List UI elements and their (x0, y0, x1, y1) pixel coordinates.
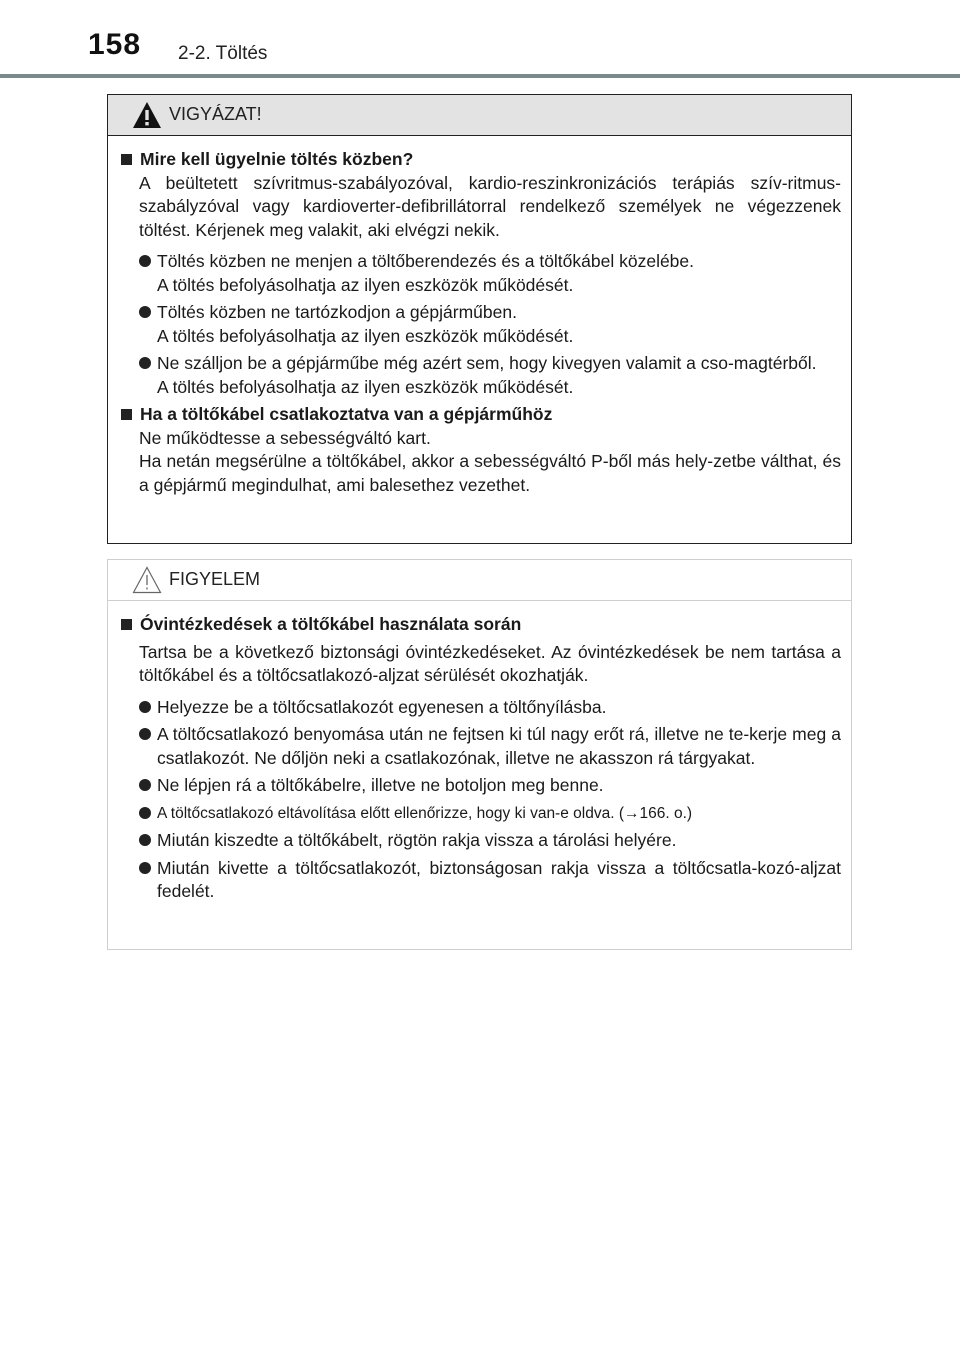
square-bullet-icon (121, 409, 132, 420)
bullet-item: A töltőcsatlakozó benyomása után ne fejtsen ki túl nagy erőt rá, illetve ne te-kerje meg a csatlakozót. Ne dőljön neki a csatlakozónak, illetve ne akasszon rá tárgyakat. (139, 723, 841, 770)
bullet-item: Helyezze be a töltőcsatlakozót egyenesen a töltőnyílásba. (139, 696, 841, 720)
bullet-dot-icon (139, 834, 151, 846)
warning-section-heading: Ha a töltőkábel csatlakoztatva van a gépjárműhöz (118, 403, 841, 427)
bullet-dot-icon (139, 862, 151, 874)
section-title: 2-2. Töltés (178, 43, 268, 64)
page-number: 158 (88, 28, 142, 61)
caution-triangle-icon (132, 566, 162, 594)
square-bullet-icon (121, 619, 132, 630)
bullet-item: Ne szálljon be a gépjárműbe még azért sem, hogy kivegyen valamit a cso-magtérből. A töltés befolyásolhatja az ilyen eszközök működését. (139, 352, 841, 399)
warning-triangle-icon (132, 101, 162, 129)
bullet-item: Ne lépjen rá a töltőkábelre, illetve ne botoljon meg benne. (139, 774, 841, 798)
warning-title: VIGYÁZAT! (169, 104, 262, 124)
warning-section-text: A beültetett szívritmus-szabályozóval, kardio-reszinkronizációs terápiás szív-ritmus-szabályzóval vagy kardioverter-defibrillátorral rendelkező személyek ne végezzenek töltést. Kérjenek meg valakit, aki elvégzi nekik. (139, 172, 841, 240)
bullet-dot-icon (139, 701, 151, 713)
page-header (0, 0, 960, 80)
caution-box (107, 559, 852, 950)
bullet-dot-icon (139, 357, 151, 369)
warning-section-heading: Mire kell ügyelnie töltés közben? (118, 148, 841, 172)
header-rule (0, 74, 960, 78)
warning-box (107, 94, 852, 544)
bullet-item: Miután kivette a töltőcsatlakozót, biztonságosan rakja vissza a töltőcsatla-kozó-aljzat fedelét. (139, 857, 841, 904)
bullet-dot-icon (139, 728, 151, 740)
warning-content (108, 136, 851, 497)
caution-box-header (108, 560, 851, 601)
caution-section-text: Tartsa be a következő biztonsági óvintézkedéseket. Az óvintézkedések be nem tartása a töltőkábel és a töltőcsatlakozó-aljzat sérülését okozhatják. (139, 641, 841, 685)
caution-content (108, 601, 851, 904)
bullet-item: A töltőcsatlakozó eltávolítása előtt ellenőrizze, hogy ki van-e oldva. (→166. o.) (139, 802, 841, 826)
bullet-item: Miután kiszedte a töltőkábelt, rögtön rakja vissza a tárolási helyére. (139, 829, 841, 853)
bullet-item: Töltés közben ne tartózkodjon a gépjárműben. A töltés befolyásolhatja az ilyen eszközök működését. (139, 301, 841, 348)
warning-section-text: Ne működtesse a sebességváltó kart. Ha netán megsérülne a töltőkábel, akkor a sebességváltó P-ből más hely-zetbe válthat, és a gépjármű megindulhat, ami balesethez vezethet. (139, 427, 841, 495)
caution-title: FIGYELEM (169, 569, 261, 589)
bullet-dot-icon (139, 255, 151, 267)
square-bullet-icon (121, 154, 132, 165)
bullet-dot-icon (139, 306, 151, 318)
warning-box-header (108, 95, 851, 136)
bullet-item: Töltés közben ne menjen a töltőberendezés és a töltőkábel közelébe. A töltés befolyásolhatja az ilyen eszközök működését. (139, 250, 841, 297)
bullet-dot-icon (139, 807, 151, 819)
caution-section-heading: Óvintézkedések a töltőkábel használata során (118, 613, 841, 637)
bullet-dot-icon (139, 779, 151, 791)
